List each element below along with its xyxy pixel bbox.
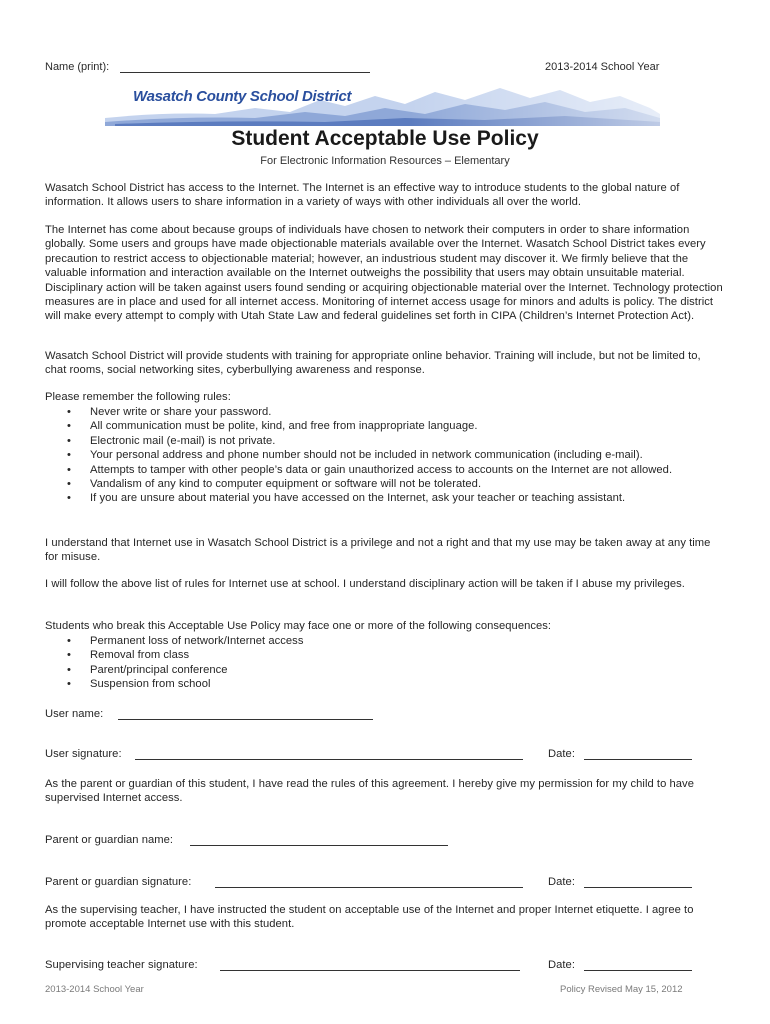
footer-school-year: 2013-2014 School Year [45,984,144,995]
list-item: • All communication must be polite, kind, and free from inappropriate language. [45,419,725,433]
parent-signature-line[interactable] [215,887,523,888]
list-item: • Never write or share your password. [45,405,725,419]
teacher-date-label: Date: [548,959,575,971]
user-name-label: User name: [45,708,104,720]
district-logo-text: Wasatch County School District [133,88,352,105]
follow-rules-paragraph: I will follow the above list of rules for Internet use at school. I understand disciplinary action will be taken if I abuse my privileges. [45,578,685,590]
consequences-intro: Students who break this Acceptable Use Policy may face one or more of the following consequences: [45,620,552,632]
teacher-statement: As the supervising teacher, I have instructed the student on acceptable use of the Internet and proper Internet etiquette. I agree to promote acceptable Internet use with this student. [45,904,694,931]
consequences-list [45,634,725,692]
district-banner [105,78,660,126]
intro-paragraph: Wasatch School District has access to the Internet. The Internet is an effective way to introduce students to the global nature of information. It allows users to share information in a variety of ways with other individuals all over the world. [45,182,680,209]
privilege-paragraph: I understand that Internet use in Wasatch School District is a privilege and not a right and that my use may be taken away at any time for misuse. [45,537,711,564]
user-date-label: Date: [548,748,575,760]
parent-date-label: Date: [548,876,575,888]
teacher-date-line[interactable] [584,970,692,971]
footer-revision-date: Policy Revised May 15, 2012 [560,984,683,995]
list-item: • Your personal address and phone number should not be included in network communication (including e-mail). [45,448,725,462]
list-item: • Vandalism of any kind to computer equipment or software will not be tolerated. [45,477,725,491]
list-item: • Parent/principal conference [45,663,725,677]
list-item: • If you are unsure about material you have accessed on the Internet, ask your teacher or teaching assistant. [45,491,725,505]
rules-intro: Please remember the following rules: [45,391,231,403]
list-item: • Attempts to tamper with other people’s data or gain unauthorized access to accounts on the Internet are not allowed. [45,463,700,477]
user-date-line[interactable] [584,759,692,760]
user-signature-label: User signature: [45,748,122,760]
training-paragraph: Wasatch School District will provide students with training for appropriate online behavior. Training will include, but not be limited to, chat rooms, social networking sites, cyberbullying awareness and response. [45,350,701,377]
teacher-signature-line[interactable] [220,970,520,971]
background-paragraph: The Internet has come about because groups of individuals have chosen to network their computers in order to share information globally. Some users and groups have made objectionable materials available over the Internet. Wasatch School District takes every precaution to restrict access to objectionable material; however, an industrious student may discover it. We firmly believe that the valuable information and interaction available on the Internet outweighs the possibility that users may obtain unsuitable material. Disciplinary action will be taken against users found sending or acquiring objectionable material over the Internet. Technology protection measures are in place and used for all internet access. Monitoring of internet access usage for minors and adults is policy. The district will make every attempt to comply with Utah State Law and federal guidelines set forth in CIPA (Children’s Internet Protection Act). [45,224,723,323]
teacher-signature-label: Supervising teacher signature: [45,959,198,971]
parent-name-line[interactable] [190,845,448,846]
parent-date-line[interactable] [584,887,692,888]
name-print-label: Name (print): [45,61,110,73]
header-school-year: 2013-2014 School Year [545,61,660,73]
user-signature-line[interactable] [135,759,523,760]
parent-statement: As the parent or guardian of this student, I have read the rules of this agreement. I hereby give my permission for my child to have supervised Internet access. [45,778,694,805]
list-item: • Removal from class [45,648,725,662]
parent-name-label: Parent or guardian name: [45,834,174,846]
list-item: • Permanent loss of network/Internet access [45,634,725,648]
list-item: • Suspension from school [45,677,725,691]
parent-signature-label: Parent or guardian signature: [45,876,192,888]
page-subtitle: For Electronic Information Resources – Elementary [260,155,510,167]
list-item: • Electronic mail (e-mail) is not private. [45,434,725,448]
rules-list [45,405,725,506]
page-title: Student Acceptable Use Policy [231,127,539,150]
name-print-line[interactable] [120,72,370,73]
user-name-line[interactable] [118,719,373,720]
